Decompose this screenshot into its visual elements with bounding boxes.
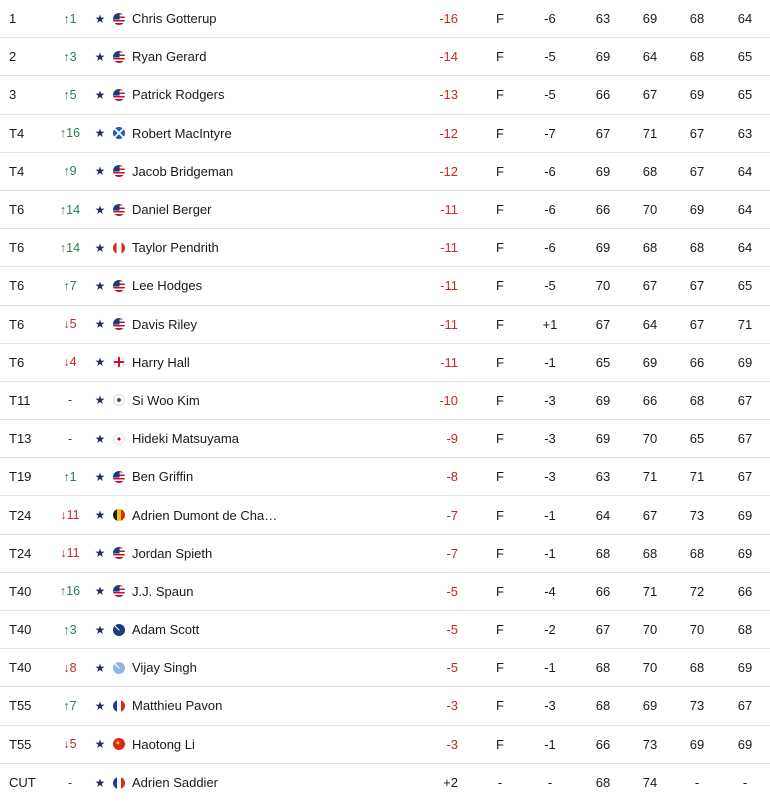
round-4-score: 67 xyxy=(737,392,753,408)
round-1-score: 67 xyxy=(595,125,611,141)
today-score: -6 xyxy=(544,11,556,27)
position: T55 xyxy=(9,736,32,752)
today-score: -6 xyxy=(544,240,556,256)
thru-status: F xyxy=(496,469,504,485)
round-4-score: 64 xyxy=(737,11,753,27)
today-score: -5 xyxy=(544,278,556,294)
france-flag-icon xyxy=(112,687,126,724)
round-3-score: 73 xyxy=(689,507,705,523)
position: T13 xyxy=(9,431,32,447)
round-1-score: 68 xyxy=(595,698,611,714)
player-name[interactable]: Si Woo Kim xyxy=(132,392,200,408)
round-2-score: 70 xyxy=(642,622,658,638)
favorite-star-icon[interactable]: ★ xyxy=(94,660,106,675)
position-movement: ↑7 xyxy=(63,698,77,713)
player-name[interactable]: Harry Hall xyxy=(132,354,190,370)
player-name[interactable]: Lee Hodges xyxy=(132,278,203,294)
total-to-par: -12 xyxy=(439,163,458,179)
player-row[interactable] xyxy=(0,764,770,802)
total-to-par: -11 xyxy=(440,202,458,218)
position-movement: ↑9 xyxy=(63,164,77,179)
round-3-score: - xyxy=(694,775,700,791)
player-name[interactable]: Haotong Li xyxy=(132,736,195,752)
round-2-score: 68 xyxy=(642,240,658,256)
round-3-score: 67 xyxy=(689,278,705,294)
round-3-score: 69 xyxy=(689,202,705,218)
round-2-score: 64 xyxy=(642,49,658,65)
player-name[interactable]: Matthieu Pavon xyxy=(132,698,223,714)
favorite-star-icon[interactable]: ★ xyxy=(94,164,106,179)
round-1-score: 67 xyxy=(595,622,611,638)
total-to-par: -13 xyxy=(439,87,458,103)
player-row[interactable] xyxy=(0,649,770,687)
position: T6 xyxy=(9,278,25,294)
thru-status: F xyxy=(496,698,504,714)
round-2-score: 64 xyxy=(642,316,658,332)
round-2-score: 66 xyxy=(642,392,658,408)
today-score: -3 xyxy=(544,431,556,447)
us-flag-icon xyxy=(112,573,126,610)
round-4-score: 65 xyxy=(737,278,753,294)
round-1-score: 69 xyxy=(595,392,611,408)
round-2-score: 70 xyxy=(642,431,658,447)
position: T4 xyxy=(9,163,25,179)
player-name[interactable]: Taylor Pendrith xyxy=(132,240,219,256)
round-4-score: 67 xyxy=(737,469,753,485)
round-4-score: - xyxy=(742,775,748,791)
today-score: -5 xyxy=(544,87,556,103)
position: CUT xyxy=(9,775,36,791)
position-movement: ↓4 xyxy=(63,355,77,370)
thru-status: F xyxy=(496,736,504,752)
round-2-score: 71 xyxy=(642,583,658,599)
round-3-score: 68 xyxy=(689,240,705,256)
player-name[interactable]: Jacob Bridgeman xyxy=(132,163,234,179)
thru-status: F xyxy=(496,431,504,447)
round-1-score: 68 xyxy=(595,775,611,791)
player-row[interactable] xyxy=(0,76,770,114)
us-flag-icon xyxy=(112,76,126,113)
position: T6 xyxy=(9,354,25,370)
today-score: -5 xyxy=(544,49,556,65)
total-to-par: -16 xyxy=(439,11,458,27)
round-3-score: 68 xyxy=(689,11,705,27)
position-movement: - xyxy=(67,393,73,408)
position-movement: ↑16 xyxy=(59,584,81,599)
round-3-score: 66 xyxy=(689,354,705,370)
round-2-score: 68 xyxy=(642,545,658,561)
round-3-score: 73 xyxy=(689,698,705,714)
round-4-score: 64 xyxy=(737,163,753,179)
position: T24 xyxy=(9,507,32,523)
position-movement: - xyxy=(67,775,73,790)
round-3-score: 65 xyxy=(689,431,705,447)
favorite-star-icon[interactable]: ★ xyxy=(94,584,106,599)
player-row[interactable] xyxy=(0,229,770,267)
round-4-score: 66 xyxy=(737,583,753,599)
round-1-score: 66 xyxy=(595,87,611,103)
thru-status: F xyxy=(496,49,504,65)
total-to-par: -9 xyxy=(446,431,458,447)
australia-flag-icon xyxy=(112,611,126,648)
round-4-score: 68 xyxy=(737,622,753,638)
round-1-score: 66 xyxy=(595,202,611,218)
thru-status: F xyxy=(496,240,504,256)
round-1-score: 68 xyxy=(595,660,611,676)
round-1-score: 70 xyxy=(595,278,611,294)
round-1-score: 68 xyxy=(595,545,611,561)
korea-flag-icon xyxy=(112,382,126,419)
thru-status: F xyxy=(496,622,504,638)
favorite-star-icon[interactable]: ★ xyxy=(94,508,106,523)
us-flag-icon xyxy=(112,458,126,495)
round-3-score: 68 xyxy=(689,392,705,408)
player-name[interactable]: J.J. Spaun xyxy=(132,583,194,599)
player-name[interactable]: Robert MacIntyre xyxy=(132,125,232,141)
today-score: -7 xyxy=(544,125,556,141)
position-movement: ↑3 xyxy=(63,622,77,637)
round-4-score: 63 xyxy=(737,125,753,141)
player-name[interactable]: Hideki Matsuyama xyxy=(132,431,239,447)
thru-status: F xyxy=(496,583,504,599)
player-row[interactable] xyxy=(0,0,770,38)
position: 1 xyxy=(9,11,17,27)
round-2-score: 67 xyxy=(642,278,658,294)
thru-status: F xyxy=(496,316,504,332)
round-3-score: 68 xyxy=(689,660,705,676)
today-score: -3 xyxy=(544,469,556,485)
round-3-score: 70 xyxy=(689,622,705,638)
position-movement: ↑3 xyxy=(63,49,77,64)
round-2-score: 70 xyxy=(642,660,658,676)
today-score: -3 xyxy=(544,392,556,408)
thru-status: F xyxy=(496,163,504,179)
favorite-star-icon[interactable]: ★ xyxy=(94,49,106,64)
thru-status: F xyxy=(496,660,504,676)
position-movement: ↑1 xyxy=(63,11,77,26)
thru-status: F xyxy=(496,392,504,408)
player-name[interactable]: Jordan Spieth xyxy=(132,545,213,561)
round-3-score: 68 xyxy=(689,545,705,561)
total-to-par: -7 xyxy=(446,545,458,561)
total-to-par: -11 xyxy=(440,354,458,370)
round-2-score: 73 xyxy=(642,736,658,752)
today-score: -6 xyxy=(544,163,556,179)
round-2-score: 70 xyxy=(642,202,658,218)
today-score: -1 xyxy=(544,354,556,370)
round-3-score: 71 xyxy=(689,469,705,485)
player-name[interactable]: Davis Riley xyxy=(132,316,198,332)
player-row[interactable] xyxy=(0,191,770,229)
us-flag-icon xyxy=(112,38,126,75)
total-to-par: -11 xyxy=(440,316,458,332)
position-movement: - xyxy=(67,431,73,446)
player-row[interactable] xyxy=(0,344,770,382)
favorite-star-icon[interactable]: ★ xyxy=(94,11,106,26)
position: T6 xyxy=(9,202,25,218)
player-row[interactable] xyxy=(0,611,770,649)
position-movement: ↑14 xyxy=(59,240,81,255)
favorite-star-icon[interactable]: ★ xyxy=(94,317,106,332)
position-movement: ↑14 xyxy=(59,202,81,217)
round-3-score: 68 xyxy=(689,49,705,65)
thru-status: F xyxy=(496,507,504,523)
round-4-score: 69 xyxy=(737,545,753,561)
total-to-par: -5 xyxy=(446,660,458,676)
position: T40 xyxy=(9,583,32,599)
position: T11 xyxy=(9,392,31,408)
total-to-par: -11 xyxy=(440,278,458,294)
round-2-score: 71 xyxy=(642,125,658,141)
round-4-score: 67 xyxy=(737,431,753,447)
round-4-score: 65 xyxy=(737,49,753,65)
round-4-score: 69 xyxy=(737,354,753,370)
position: T55 xyxy=(9,698,32,714)
position-movement: ↑16 xyxy=(59,126,81,141)
favorite-star-icon[interactable]: ★ xyxy=(94,355,106,370)
total-to-par: +2 xyxy=(443,775,458,791)
today-score: +1 xyxy=(542,316,558,332)
favorite-star-icon[interactable]: ★ xyxy=(94,622,106,637)
thru-status: F xyxy=(496,278,504,294)
favorite-star-icon[interactable]: ★ xyxy=(94,393,106,408)
player-row[interactable] xyxy=(0,496,770,534)
total-to-par: -14 xyxy=(439,49,458,65)
position: T6 xyxy=(9,316,25,332)
position: 2 xyxy=(9,49,17,65)
thru-status: F xyxy=(496,545,504,561)
position: 3 xyxy=(9,87,17,103)
favorite-star-icon[interactable]: ★ xyxy=(94,775,106,790)
position-movement: ↑5 xyxy=(63,87,77,102)
total-to-par: -8 xyxy=(446,469,458,485)
today-score: -1 xyxy=(544,660,556,676)
round-2-score: 67 xyxy=(642,87,658,103)
today-score: -2 xyxy=(544,622,556,638)
player-name[interactable]: Patrick Rodgers xyxy=(132,87,225,103)
player-row[interactable] xyxy=(0,38,770,76)
england-flag-icon xyxy=(112,344,126,381)
canada-flag-icon xyxy=(112,229,126,266)
japan-flag-icon xyxy=(112,420,126,457)
player-name[interactable]: Vijay Singh xyxy=(132,660,197,676)
favorite-star-icon[interactable]: ★ xyxy=(94,469,106,484)
round-1-score: 69 xyxy=(595,163,611,179)
position-movement: ↓5 xyxy=(63,317,77,332)
position: T24 xyxy=(9,545,32,561)
favorite-star-icon[interactable]: ★ xyxy=(94,126,106,141)
round-1-score: 66 xyxy=(595,736,611,752)
player-row[interactable] xyxy=(0,687,770,725)
total-to-par: -3 xyxy=(446,736,458,752)
favorite-star-icon[interactable]: ★ xyxy=(94,240,106,255)
player-row[interactable] xyxy=(0,306,770,344)
round-4-score: 64 xyxy=(737,202,753,218)
today-score: -1 xyxy=(544,736,556,752)
favorite-star-icon[interactable]: ★ xyxy=(94,737,106,752)
today-score: -6 xyxy=(544,202,556,218)
favorite-star-icon[interactable]: ★ xyxy=(94,431,106,446)
thru-status: F xyxy=(496,87,504,103)
us-flag-icon xyxy=(112,153,126,190)
round-1-score: 69 xyxy=(595,49,611,65)
round-1-score: 69 xyxy=(595,240,611,256)
us-flag-icon xyxy=(112,267,126,304)
round-2-score: 69 xyxy=(642,698,658,714)
favorite-star-icon[interactable]: ★ xyxy=(94,698,106,713)
belgium-flag-icon xyxy=(112,496,126,533)
thru-status: F xyxy=(496,11,504,27)
round-2-score: 74 xyxy=(642,775,658,791)
round-1-score: 67 xyxy=(595,316,611,332)
round-2-score: 67 xyxy=(642,507,658,523)
round-2-score: 69 xyxy=(642,11,658,27)
today-score: - xyxy=(547,775,553,791)
round-3-score: 72 xyxy=(689,583,705,599)
thru-status: - xyxy=(497,775,503,791)
round-3-score: 67 xyxy=(689,163,705,179)
china-flag-icon xyxy=(112,726,126,763)
round-3-score: 67 xyxy=(689,125,705,141)
round-1-score: 66 xyxy=(595,583,611,599)
today-score: -1 xyxy=(544,545,556,561)
round-4-score: 69 xyxy=(737,736,753,752)
round-4-score: 69 xyxy=(737,507,753,523)
player-row[interactable] xyxy=(0,115,770,153)
round-3-score: 69 xyxy=(689,87,705,103)
position: T19 xyxy=(9,469,32,485)
scotland-flag-icon xyxy=(112,115,126,152)
total-to-par: -11 xyxy=(440,240,458,256)
favorite-star-icon[interactable]: ★ xyxy=(94,202,106,217)
today-score: -1 xyxy=(544,507,556,523)
round-2-score: 71 xyxy=(642,469,658,485)
player-name[interactable]: Ben Griffin xyxy=(132,469,194,485)
favorite-star-icon[interactable]: ★ xyxy=(94,87,106,102)
thru-status: F xyxy=(496,354,504,370)
round-2-score: 68 xyxy=(642,163,658,179)
favorite-star-icon[interactable]: ★ xyxy=(94,546,106,561)
total-to-par: -5 xyxy=(446,583,458,599)
round-4-score: 64 xyxy=(737,240,753,256)
player-name[interactable]: Adrien Dumont de Cha… xyxy=(132,507,278,523)
position-movement: ↑7 xyxy=(63,278,77,293)
position: T40 xyxy=(9,622,32,638)
player-name[interactable]: Chris Gotterup xyxy=(132,11,217,27)
france-flag-icon xyxy=(112,764,126,802)
position-movement: ↓11 xyxy=(60,508,80,523)
round-3-score: 67 xyxy=(689,316,705,332)
player-row[interactable] xyxy=(0,535,770,573)
player-row[interactable] xyxy=(0,458,770,496)
today-score: -3 xyxy=(544,698,556,714)
player-row[interactable] xyxy=(0,267,770,305)
fiji-flag-icon xyxy=(112,649,126,686)
position: T40 xyxy=(9,660,32,676)
player-name[interactable]: Ryan Gerard xyxy=(132,49,207,65)
us-flag-icon xyxy=(112,191,126,228)
round-1-score: 65 xyxy=(595,354,611,370)
thru-status: F xyxy=(496,125,504,141)
round-4-score: 65 xyxy=(737,87,753,103)
total-to-par: -12 xyxy=(439,125,458,141)
round-1-score: 64 xyxy=(595,507,611,523)
position-movement: ↑1 xyxy=(63,469,77,484)
total-to-par: -5 xyxy=(446,622,458,638)
round-4-score: 67 xyxy=(737,698,753,714)
total-to-par: -7 xyxy=(446,507,458,523)
position-movement: ↓11 xyxy=(60,546,80,561)
player-row[interactable] xyxy=(0,153,770,191)
us-flag-icon xyxy=(112,306,126,343)
round-2-score: 69 xyxy=(642,354,658,370)
round-4-score: 71 xyxy=(737,316,753,332)
round-1-score: 69 xyxy=(595,431,611,447)
round-3-score: 69 xyxy=(689,736,705,752)
player-name[interactable]: Adrien Saddier xyxy=(132,775,218,791)
total-to-par: -10 xyxy=(439,392,458,408)
round-1-score: 63 xyxy=(595,469,611,485)
favorite-star-icon[interactable]: ★ xyxy=(94,278,106,293)
player-name[interactable]: Daniel Berger xyxy=(132,202,212,218)
us-flag-icon xyxy=(112,535,126,572)
player-row[interactable] xyxy=(0,726,770,764)
thru-status: F xyxy=(496,202,504,218)
us-flag-icon xyxy=(112,0,126,37)
round-1-score: 63 xyxy=(595,11,611,27)
position-movement: ↓8 xyxy=(63,660,77,675)
position: T4 xyxy=(9,125,25,141)
player-row[interactable] xyxy=(0,420,770,458)
player-name[interactable]: Adam Scott xyxy=(132,622,200,638)
round-4-score: 69 xyxy=(737,660,753,676)
position-movement: ↓5 xyxy=(63,737,77,752)
today-score: -4 xyxy=(544,583,556,599)
total-to-par: -3 xyxy=(446,698,458,714)
player-row[interactable] xyxy=(0,573,770,611)
position: T6 xyxy=(9,240,25,256)
player-row[interactable] xyxy=(0,382,770,420)
